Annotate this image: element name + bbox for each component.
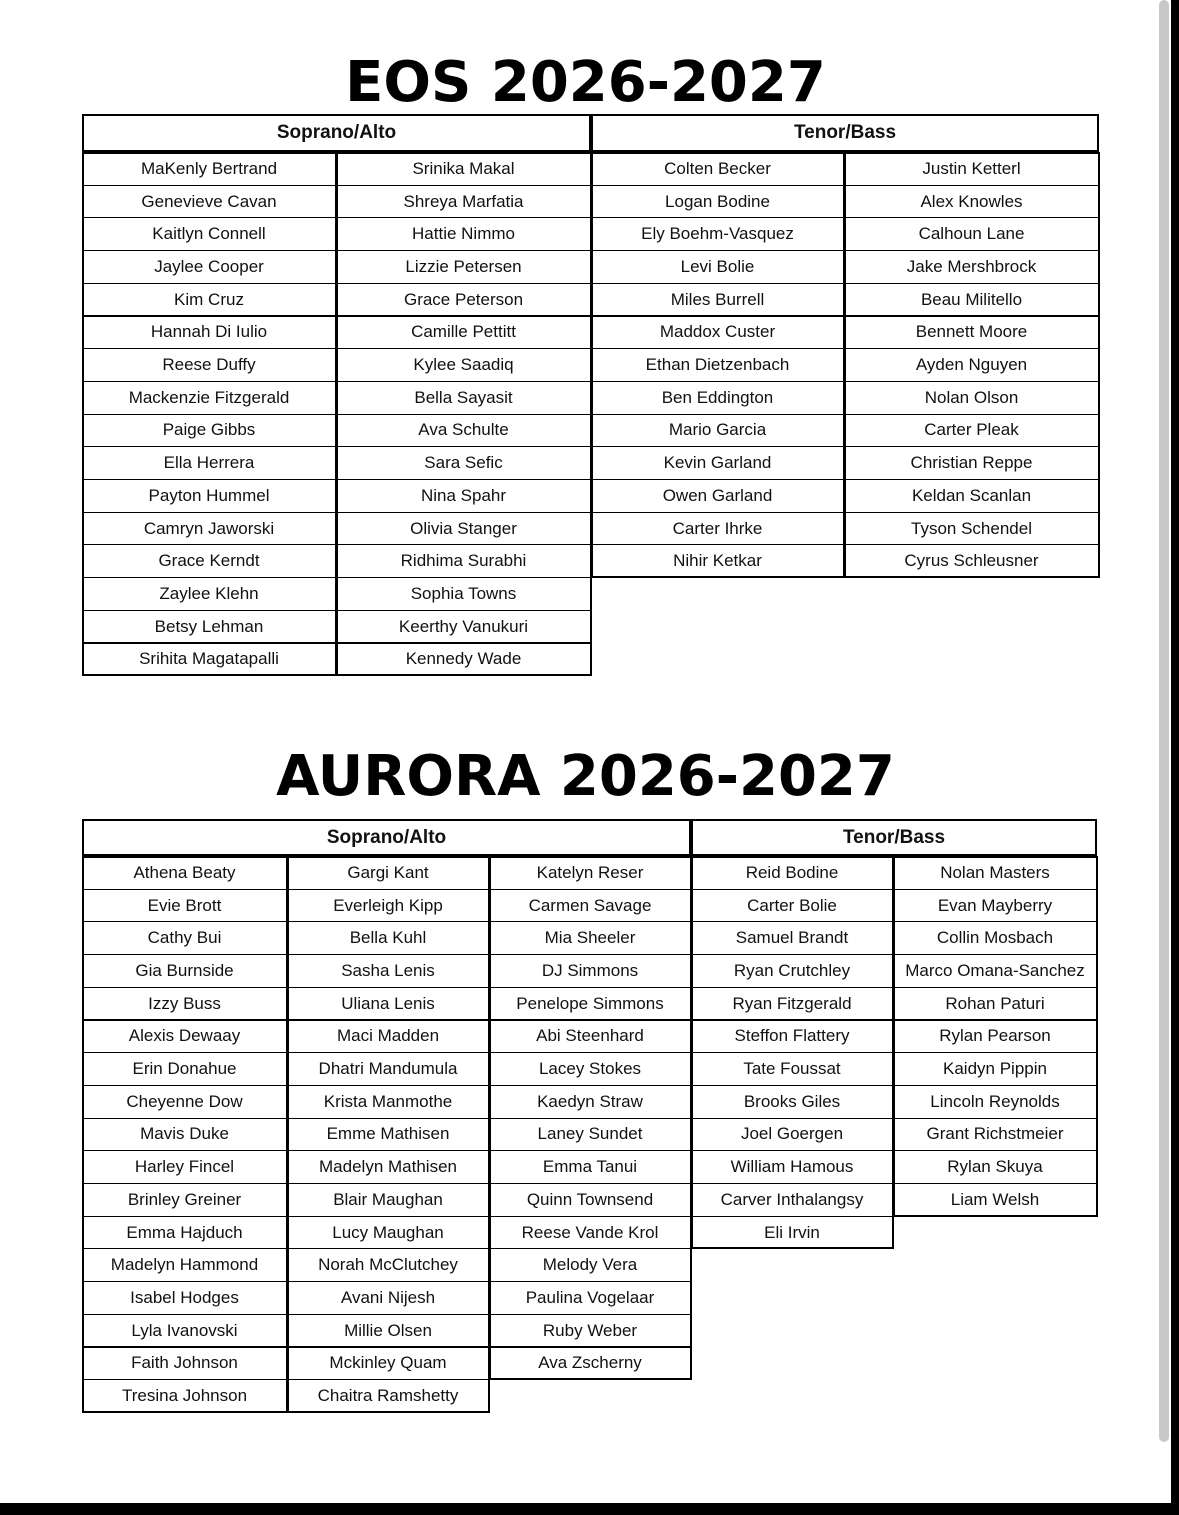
table-cell: Blair Maughan — [287, 1183, 489, 1217]
table-cell: Nina Spahr — [336, 479, 591, 513]
table-cell: Emma Tanui — [489, 1150, 691, 1184]
table-cell: Nolan Olson — [844, 381, 1099, 415]
table-cell: Collin Mosbach — [893, 921, 1097, 955]
table-cell: Paige Gibbs — [82, 414, 336, 448]
table-cell: Owen Garland — [591, 479, 844, 513]
table-cell: Ella Herrera — [82, 446, 336, 480]
table-cell: Gargi Kant — [287, 856, 489, 890]
table-cell: Mario Garcia — [591, 414, 844, 448]
table-cell: Carter Ihrke — [591, 512, 844, 546]
table-cell: Carmen Savage — [489, 889, 691, 923]
table-cell: Rohan Paturi — [893, 987, 1097, 1021]
table-cell: Camryn Jaworski — [82, 512, 336, 546]
table-cell: Ava Zscherny — [489, 1347, 691, 1381]
table-cell: Liam Welsh — [893, 1183, 1097, 1217]
table-cell: Brinley Greiner — [82, 1183, 287, 1217]
table-cell: Mavis Duke — [82, 1118, 287, 1152]
table-cell: Keldan Scanlan — [844, 479, 1099, 513]
table-cell: Colten Becker — [591, 152, 844, 186]
table-cell: Ely Boehm-Vasquez — [591, 217, 844, 251]
table-cell: Mia Sheeler — [489, 921, 691, 955]
table-cell: Sasha Lenis — [287, 954, 489, 988]
table-cell: Keerthy Vanukuri — [336, 610, 591, 644]
table-cell: Alexis Dewaay — [82, 1020, 287, 1054]
table-cell: Lincoln Reynolds — [893, 1085, 1097, 1119]
table-cell: Madelyn Mathisen — [287, 1150, 489, 1184]
table-cell: Harley Fincel — [82, 1150, 287, 1184]
table-cell: Betsy Lehman — [82, 610, 336, 644]
table-cell: Dhatri Mandumula — [287, 1052, 489, 1086]
eos-tenor-bass-header: Tenor/Bass — [591, 114, 1099, 152]
table-cell: William Hamous — [691, 1150, 893, 1184]
table-cell: Paulina Vogelaar — [489, 1281, 691, 1315]
table-cell: Lacey Stokes — [489, 1052, 691, 1086]
table-cell: Sara Sefic — [336, 446, 591, 480]
table-cell: Penelope Simmons — [489, 987, 691, 1021]
table-cell: Mackenzie Fitzgerald — [82, 381, 336, 415]
table-cell: Cyrus Schleusner — [844, 544, 1099, 578]
table-cell: Athena Beaty — [82, 856, 287, 890]
table-cell: Everleigh Kipp — [287, 889, 489, 923]
table-cell: Millie Olsen — [287, 1314, 489, 1348]
table-cell: Kennedy Wade — [336, 643, 591, 677]
table-cell: DJ Simmons — [489, 954, 691, 988]
table-cell: Genevieve Cavan — [82, 185, 336, 219]
table-cell: Maddox Custer — [591, 316, 844, 350]
table-cell: Jaylee Cooper — [82, 250, 336, 284]
table-cell: Isabel Hodges — [82, 1281, 287, 1315]
table-cell: Uliana Lenis — [287, 987, 489, 1021]
table-cell: Ayden Nguyen — [844, 348, 1099, 382]
table-cell: Nihir Ketkar — [591, 544, 844, 578]
table-cell: Shreya Marfatia — [336, 185, 591, 219]
table-cell: Marco Omana-Sanchez — [893, 954, 1097, 988]
table-cell: Ryan Crutchley — [691, 954, 893, 988]
scrollbar[interactable] — [1159, 0, 1169, 1442]
aurora-soprano-alto-header: Soprano/Alto — [82, 819, 691, 856]
table-cell: Zaylee Klehn — [82, 577, 336, 611]
table-cell: Sophia Towns — [336, 577, 591, 611]
table-cell: Norah McClutchey — [287, 1248, 489, 1282]
table-cell: Bella Kuhl — [287, 921, 489, 955]
table-cell: Srihita Magatapalli — [82, 643, 336, 677]
table-cell: Krista Manmothe — [287, 1085, 489, 1119]
table-cell: Quinn Townsend — [489, 1183, 691, 1217]
table-cell: Rylan Skuya — [893, 1150, 1097, 1184]
table-cell: Christian Reppe — [844, 446, 1099, 480]
table-cell: Levi Bolie — [591, 250, 844, 284]
table-cell: Katelyn Reser — [489, 856, 691, 890]
eos-title: EOS 2026-2027 — [345, 50, 826, 115]
table-cell: Reid Bodine — [691, 856, 893, 890]
table-cell: Tresina Johnson — [82, 1379, 287, 1413]
table-cell: Kim Cruz — [82, 283, 336, 317]
table-cell: Evie Brott — [82, 889, 287, 923]
table-cell: Payton Hummel — [82, 479, 336, 513]
table-cell: Eli Irvin — [691, 1216, 893, 1250]
table-cell: Kylee Saadiq — [336, 348, 591, 382]
table-cell: Ava Schulte — [336, 414, 591, 448]
table-cell: Cheyenne Dow — [82, 1085, 287, 1119]
table-cell: Ryan Fitzgerald — [691, 987, 893, 1021]
table-cell: Ben Eddington — [591, 381, 844, 415]
table-cell: Hattie Nimmo — [336, 217, 591, 251]
table-cell: Emme Mathisen — [287, 1118, 489, 1152]
table-cell: Madelyn Hammond — [82, 1248, 287, 1282]
table-cell: Bennett Moore — [844, 316, 1099, 350]
table-cell: Mckinley Quam — [287, 1347, 489, 1381]
table-cell: Nolan Masters — [893, 856, 1097, 890]
table-cell: Srinika Makal — [336, 152, 591, 186]
table-cell: Alex Knowles — [844, 185, 1099, 219]
table-cell: Kaedyn Straw — [489, 1085, 691, 1119]
table-cell: Justin Ketterl — [844, 152, 1099, 186]
table-cell: Rylan Pearson — [893, 1020, 1097, 1054]
aurora-tenor-bass-header: Tenor/Bass — [691, 819, 1097, 856]
table-cell: Beau Militello — [844, 283, 1099, 317]
table-cell: Brooks Giles — [691, 1085, 893, 1119]
table-cell: Tyson Schendel — [844, 512, 1099, 546]
table-cell: Kevin Garland — [591, 446, 844, 480]
table-cell: Camille Pettitt — [336, 316, 591, 350]
table-cell: Steffon Flattery — [691, 1020, 893, 1054]
aurora-title: AURORA 2026-2027 — [276, 744, 895, 809]
table-cell: Grace Peterson — [336, 283, 591, 317]
table-cell: Gia Burnside — [82, 954, 287, 988]
table-cell: Emma Hajduch — [82, 1216, 287, 1250]
table-cell: Lucy Maughan — [287, 1216, 489, 1250]
table-cell: Calhoun Lane — [844, 217, 1099, 251]
table-cell: Kaitlyn Connell — [82, 217, 336, 251]
table-cell: Reese Duffy — [82, 348, 336, 382]
table-cell: Miles Burrell — [591, 283, 844, 317]
table-cell: Lyla Ivanovski — [82, 1314, 287, 1348]
table-cell: Evan Mayberry — [893, 889, 1097, 923]
table-cell: Joel Goergen — [691, 1118, 893, 1152]
table-cell: Carter Bolie — [691, 889, 893, 923]
table-cell: Jake Mershbrock — [844, 250, 1099, 284]
table-cell: Ethan Dietzenbach — [591, 348, 844, 382]
table-cell: MaKenly Bertrand — [82, 152, 336, 186]
table-cell: Olivia Stanger — [336, 512, 591, 546]
table-cell: Logan Bodine — [591, 185, 844, 219]
table-cell: Izzy Buss — [82, 987, 287, 1021]
table-cell: Melody Vera — [489, 1248, 691, 1282]
table-cell: Carver Inthalangsy — [691, 1183, 893, 1217]
table-cell: Avani Nijesh — [287, 1281, 489, 1315]
table-cell: Ruby Weber — [489, 1314, 691, 1348]
table-cell: Grant Richstmeier — [893, 1118, 1097, 1152]
table-cell: Samuel Brandt — [691, 921, 893, 955]
table-cell: Hannah Di Iulio — [82, 316, 336, 350]
table-cell: Erin Donahue — [82, 1052, 287, 1086]
table-cell: Laney Sundet — [489, 1118, 691, 1152]
table-cell: Abi Steenhard — [489, 1020, 691, 1054]
table-cell: Faith Johnson — [82, 1347, 287, 1381]
table-cell: Carter Pleak — [844, 414, 1099, 448]
table-cell: Kaidyn Pippin — [893, 1052, 1097, 1086]
table-cell: Ridhima Surabhi — [336, 544, 591, 578]
table-cell: Maci Madden — [287, 1020, 489, 1054]
table-cell: Chaitra Ramshetty — [287, 1379, 489, 1413]
table-cell: Grace Kerndt — [82, 544, 336, 578]
table-cell: Cathy Bui — [82, 921, 287, 955]
table-cell: Tate Foussat — [691, 1052, 893, 1086]
table-cell: Reese Vande Krol — [489, 1216, 691, 1250]
eos-soprano-alto-header: Soprano/Alto — [82, 114, 591, 152]
table-cell: Lizzie Petersen — [336, 250, 591, 284]
table-cell: Bella Sayasit — [336, 381, 591, 415]
